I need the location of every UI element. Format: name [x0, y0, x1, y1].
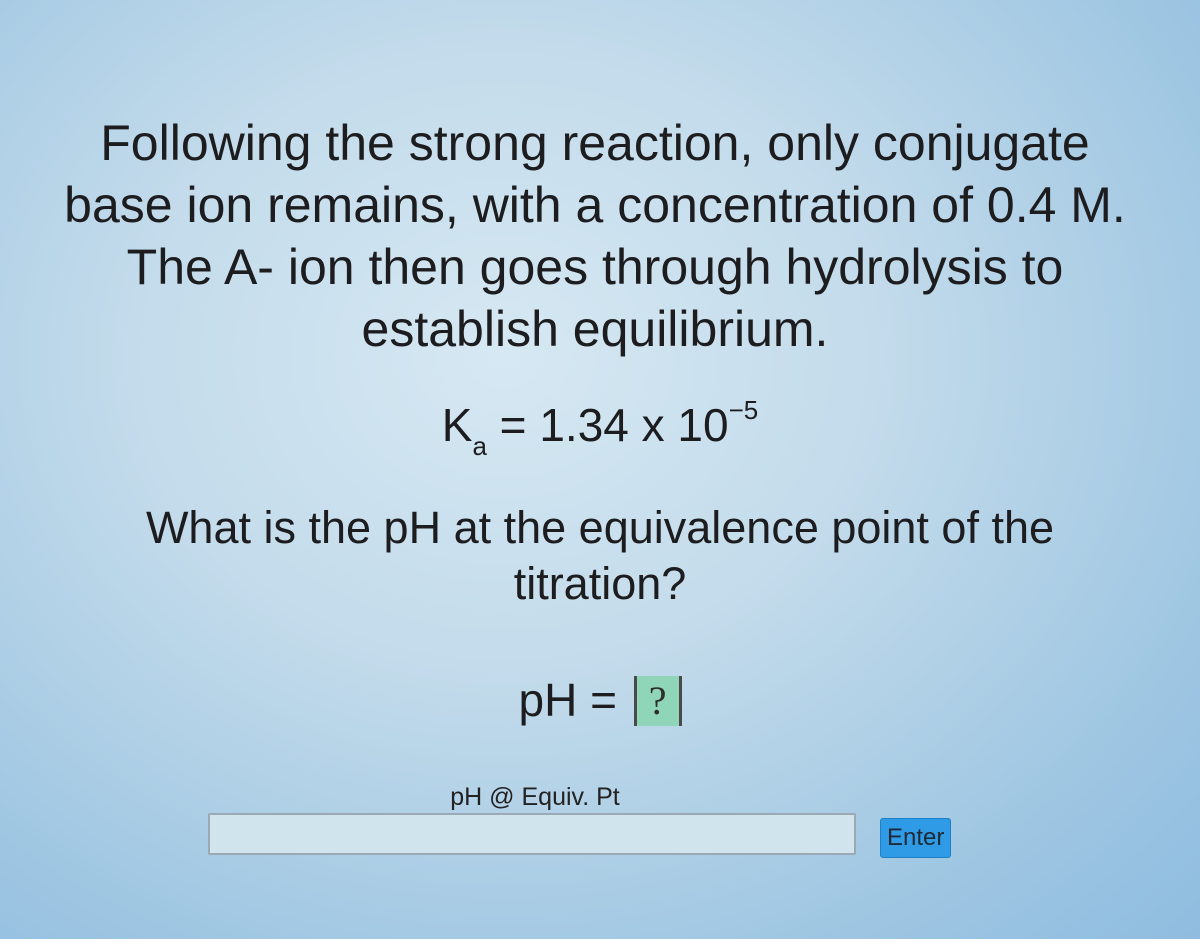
- input-label: pH @ Equiv. Pt: [450, 783, 620, 811]
- ka-symbol: K: [441, 399, 473, 451]
- question-text: Following the strong reaction, only conjugate base ion remains, with a concentration of 0.4 M. The A- ion then goes through hydrolysis to establish equilibrium.: [64, 115, 1126, 357]
- prompt-text: What is the pH at the equivalence point of the titration?: [145, 502, 1055, 609]
- answer-expression: [0, 672, 1200, 728]
- ka-exponent: −5: [728, 395, 759, 425]
- answer-label: pH =: [518, 674, 630, 726]
- ka-expression: [0, 380, 1200, 476]
- answer-blank: ?: [634, 676, 682, 726]
- ka-subscript: a: [472, 431, 487, 461]
- enter-button[interactable]: Enter: [880, 818, 951, 858]
- ka-value: = 1.34 x 10: [486, 399, 729, 451]
- answer-input[interactable]: [208, 813, 856, 855]
